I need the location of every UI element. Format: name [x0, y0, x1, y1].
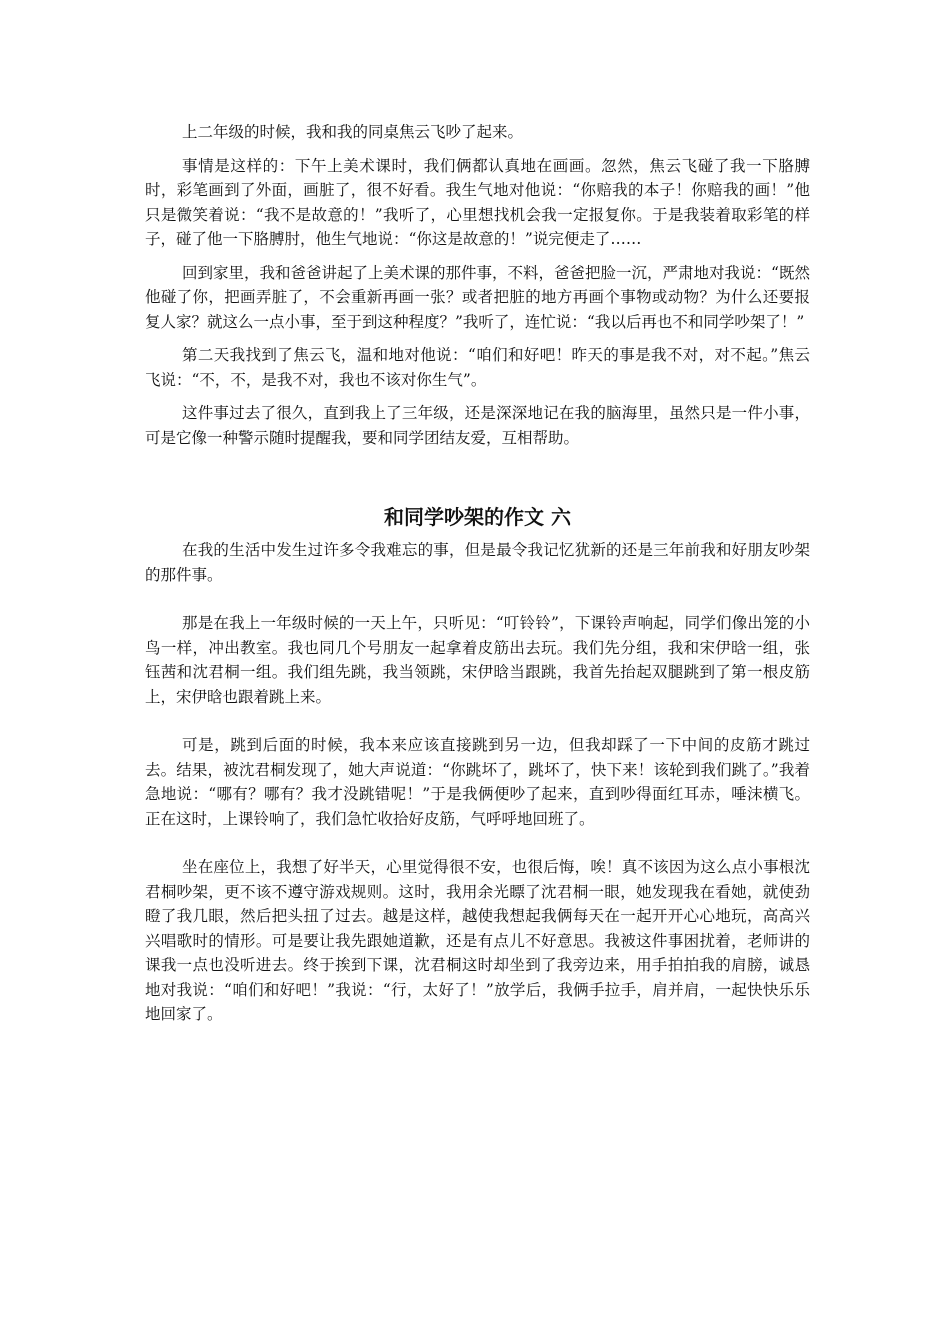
paragraph: 第二天我找到了焦云飞，温和地对他说：“咱们和好吧！昨天的事是我不对，对不起。”焦云飞说：“不，不，是我不对，我也不该对你生气”。: [145, 346, 810, 389]
paragraph: 坐在座位上，我想了好半天，心里觉得很不安，也很后悔，唉！真不该因为这么点小事根沈君桐吵架，更不该不遵守游戏规则。这时，我用余光瞟了沈君桐一眼，她发现我在看她，就使劲瞪了我几眼，然后把头扭了过去。越是这样，越使我想起我俩每天在一起开开心心地玩，高高兴兴唱歌时的情形。可是要让我先跟她道歉，还是有点儿不好意思。我被这件事困扰着，老师讲的课我一点也没听进去。终于挨到下课，沈君桐这时却坐到了我旁边来，用手拍拍我的肩膀，诚恳地对我说：“咱们和好吧！”我说：“行，太好了！”放学后，我俩手拉手，肩并肩，一起快快乐乐地回家了。: [145, 858, 810, 1023]
essay-title: 和同学吵架的作文 六: [384, 505, 571, 529]
paragraph: 可是，跳到后面的时候，我本来应该直接跳到另一边，但我却踩了一下中间的皮筋才跳过去。结果，被沈君桐发现了，她大声说道：“你跳坏了，跳坏了，快下来！该轮到我们跳了。”我着急地说：“哪有？哪有？我才没跳错呢！”于是我俩便吵了起来，直到吵得面红耳赤，唾沫横飞。正在这时，上课铃响了，我们急忙收拾好皮筋，气呼呼地回班了。: [145, 736, 810, 828]
paragraph: 上二年级的时候，我和我的同桌焦云飞吵了起来。: [182, 123, 524, 141]
paragraph: 回到家里，我和爸爸讲起了上美术课的那件事，不料，爸爸把脸一沉，严肃地对我说：“既然他碰了你，把画弄脏了，不会重新再画一张？或者把脏的地方再画个事物或动物？为什么还要报复人家？就这么一点小事，至于到这种程度？”我听了，连忙说：“我以后再也不和同学吵架了！”: [145, 263, 810, 331]
document-page: [145, 120, 810, 1027]
paragraph: 事情是这样的：下午上美术课时，我们俩都认真地在画画。忽然，焦云飞碰了我一下胳膊时，彩笔画到了外面，画脏了，很不好看。我生气地对他说：“你赔我的本子！你赔我的画！”他只是微笑着说：“我不是故意的！”我听了，心里想找机会我一定报复你。于是我装着取彩笔的样子，碰了他一下胳膊肘，他生气地说：“你这是故意的！”说完便走了……: [145, 156, 810, 248]
paragraph: 那是在我上一年级时候的一天上午，只听见：“叮铃铃”，下课铃声响起，同学们像出笼的小鸟一样，冲出教室。我也同几个号朋友一起拿着皮筋出去玩。我们先分组，我和宋伊晗一组，张钰茜和沈君桐一组。我们组先跳，我当领跳，宋伊晗当跟跳，我首先抬起双腿跳到了第一根皮筋上，宋伊晗也跟着跳上来。: [145, 614, 810, 706]
paragraph: 在我的生活中发生过许多令我难忘的事，但是最令我记忆犹新的还是三年前我和好朋友吵架的那件事。: [145, 541, 810, 584]
paragraph: 这件事过去了很久，直到我上了三年级，还是深深地记在我的脑海里，虽然只是一件小事，可是它像一种警示随时提醒我，要和同学团结友爱，互相帮助。: [145, 404, 810, 447]
